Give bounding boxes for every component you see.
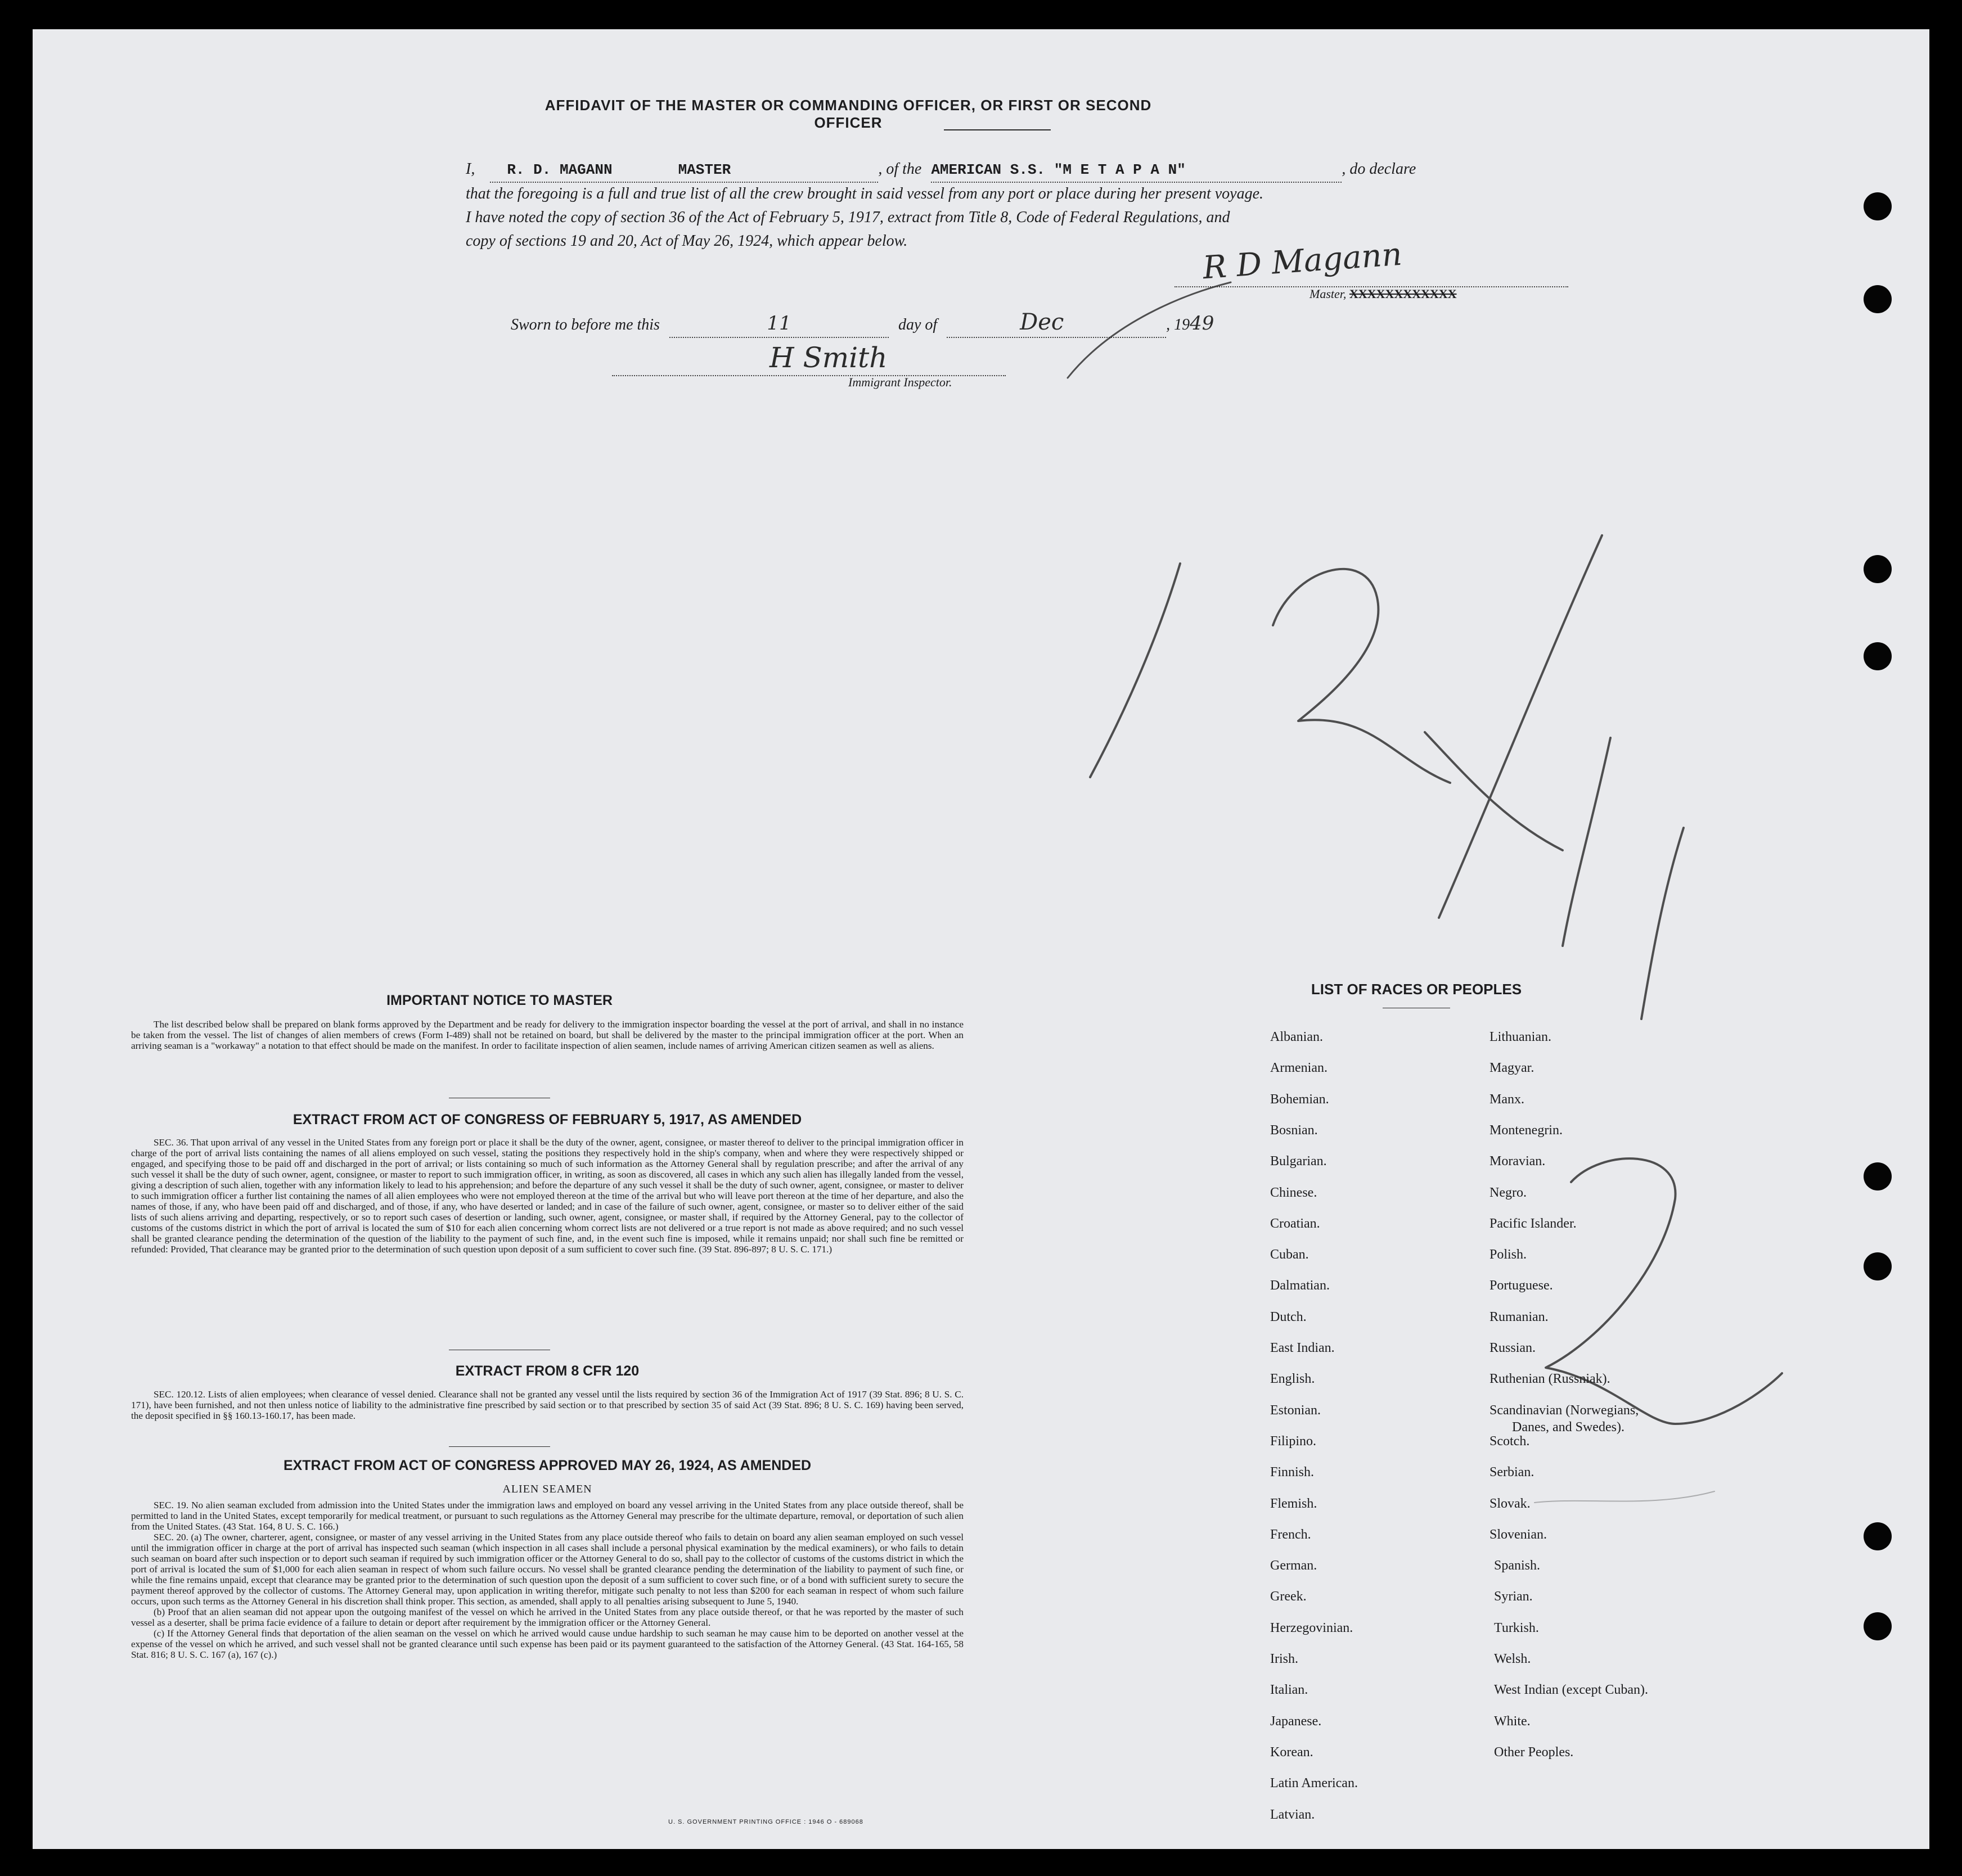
extract-1917-heading: EXTRACT FROM ACT OF CONGRESS OF FEBRUARY 5, 1917, AS AMENDED <box>292 1112 802 1128</box>
signer-label: Master, XXXXXXXXXXXX <box>1310 287 1457 301</box>
inspector-label: Immigrant Inspector. <box>848 375 952 389</box>
race-item: Bohemian. <box>1270 1092 1329 1107</box>
sworn-day: 11 <box>767 312 791 335</box>
race-item: White. <box>1494 1713 1531 1729</box>
race-item: Cuban. <box>1270 1247 1309 1262</box>
race-item: Magyar. <box>1490 1061 1534 1076</box>
race-item: Albanian. <box>1270 1030 1323 1044</box>
affidavit-line-2: that the foregoing is a full and true list of all the crew brought in said vessel from any port or place during her present voyage. <box>466 185 1264 202</box>
race-item: Croatian. <box>1270 1216 1320 1231</box>
master-name: R. D. MAGANN <box>507 161 613 178</box>
extract-cfr-heading: EXTRACT FROM 8 CFR 120 <box>455 1363 640 1379</box>
race-item: Montenegrin. <box>1490 1122 1563 1138</box>
affidavit-line-4: copy of sections 19 and 20, Act of May 26, 1924, which appear below. <box>466 232 908 250</box>
race-item: Moravian. <box>1490 1154 1546 1169</box>
affidavit-line-3: I have noted the copy of section 36 of the Act of February 5, 1917, extract from Title 8, Code of Federal Regulations, and <box>466 209 1230 226</box>
race-item: Japanese. <box>1270 1713 1322 1729</box>
race-item: Welsh. <box>1494 1652 1531 1666</box>
race-item: Finnish. <box>1270 1465 1315 1480</box>
race-item: Korean. <box>1270 1744 1313 1760</box>
affidavit-title: AFFIDAVIT OF THE MASTER OR COMMANDING OFFICER, OR FIRST OR SECOND OFFICER <box>544 97 1152 131</box>
do-declare-label: , do declare <box>1342 160 1416 178</box>
notice-heading: IMPORTANT NOTICE TO MASTER <box>386 993 613 1008</box>
race-item: German. <box>1270 1558 1317 1573</box>
race-item: Bulgarian. <box>1270 1154 1327 1169</box>
race-item: Slovenian. <box>1490 1527 1547 1542</box>
race-item: Ruthenian (Russniak). <box>1490 1372 1610 1387</box>
extract-1924-p3: (b) Proof that an alien seaman did not appear upon the outgoing manifest of the vessel on which he arrived in the United States from any place outside thereof, or that he was reported by the master of such vessel as a deserter, shall be prima facie evidence of a failure to detain or deport after requirement by the immigration officer or the Attorney General. <box>131 1607 964 1628</box>
races-heading: LIST OF RACES OR PEOPLES <box>1311 981 1522 998</box>
race-item: Armenian. <box>1270 1061 1328 1076</box>
extract-1924-p1: SEC. 19. No alien seaman excluded from admission into the United States under the immigration laws and employed on board any vessel arriving in the United States from any place outside thereof, shall be permitted to land in the United States, except temporarily for medical treatment, or pursuant to such regulations as the Attorney General may prescribe for the ultimate departure, removal, or deportation of such alien from the United States. (43 Stat. 164, 8 U. S. C. 166.) <box>131 1500 964 1532</box>
race-item: Turkish. <box>1494 1620 1539 1635</box>
race-item: Manx. <box>1490 1092 1524 1107</box>
race-item: Dutch. <box>1270 1309 1307 1324</box>
sworn-year: 49 <box>1190 312 1214 335</box>
race-item: Filipino. <box>1270 1433 1317 1449</box>
pronoun: I, <box>466 160 475 178</box>
race-item: English. <box>1270 1372 1315 1387</box>
race-item: Syrian. <box>1494 1589 1533 1604</box>
race-item: Serbian. <box>1490 1465 1534 1480</box>
handwriting-overlay <box>33 29 1929 1849</box>
race-item: Scandinavian (Norwegians, <box>1490 1403 1639 1418</box>
race-item: Polish. <box>1490 1247 1527 1262</box>
race-item: Latin American. <box>1270 1776 1358 1791</box>
extract-1924-subheading: ALIEN SEAMEN <box>502 1483 592 1495</box>
year-prefix: , 19 <box>1166 316 1190 333</box>
race-item: Herzegovinian. <box>1270 1620 1353 1635</box>
race-item: Chinese. <box>1270 1185 1317 1200</box>
extract-1924-heading: EXTRACT FROM ACT OF CONGRESS APPROVED MAY 26, 1924, AS AMENDED <box>283 1458 812 1473</box>
race-item: Latvian. <box>1270 1807 1315 1822</box>
race-item: Other Peoples. <box>1494 1744 1574 1760</box>
race-item: Portuguese. <box>1490 1278 1553 1293</box>
race-item: Italian. <box>1270 1683 1308 1698</box>
race-item: Estonian. <box>1270 1403 1321 1418</box>
day-of-label: day of <box>898 316 938 333</box>
race-item: Flemish. <box>1270 1496 1317 1511</box>
race-item: Irish. <box>1270 1652 1298 1666</box>
race-item: Dalmatian. <box>1270 1278 1330 1293</box>
race-item: French. <box>1270 1527 1311 1542</box>
extract-1924-p4: (c) If the Attorney General finds that deportation of the alien seaman on the vessel on which he arrived would cause undue hardship to such seaman he may cause him to be deported on another vessel at the expense of the vessel on which he arrived, and such vessel shall not be granted clearance until such expense has been paid or its payment guaranteed to the satisfaction of the Attorney General. (43 Stat. 164-165, 58 Stat. 816; 8 U. S. C. 167 (a), 167 (c).) <box>131 1628 964 1660</box>
race-item: East Indian. <box>1270 1341 1335 1355</box>
vessel-name: AMERICAN S.S. "M E T A P A N" <box>931 161 1186 178</box>
of-the-label: , of the <box>878 160 922 178</box>
race-item: Slovak. <box>1490 1496 1531 1511</box>
race-item: Spanish. <box>1494 1558 1541 1573</box>
race-item: Rumanian. <box>1490 1309 1549 1324</box>
race-item: West Indian (except Cuban). <box>1494 1683 1648 1698</box>
master-rank: MASTER <box>678 161 731 178</box>
printing-office-footer: U. S. GOVERNMENT PRINTING OFFICE : 1946 O - 689068 <box>668 1819 863 1825</box>
race-item: Lithuanian. <box>1490 1030 1551 1044</box>
inspector-signature: H Smith <box>770 341 888 374</box>
document-page <box>33 29 1929 1849</box>
race-item: Danes, and Swedes). <box>1512 1419 1624 1435</box>
race-item: Negro. <box>1490 1185 1527 1200</box>
master-signature: R D Magann <box>1202 236 1403 287</box>
sworn-label: Sworn to before me this <box>511 316 660 333</box>
extract-cfr-paragraph: SEC. 120.12. Lists of alien employees; when clearance of vessel denied. Clearance shall not be granted any vessel until the lists required by section 36 of the Immigration Act of 1917 (39 Stat. 896; 8 U. S. C. 171), have been furnished, and not then unless notice of liability to the administrative fine prescribed by said section or to that prescribed by section 35 of said Act (39 Stat. 896; 8 U. S. C. 169) having been served, the deposit specified in §§ 160.13-160.17, has been made. <box>131 1389 964 1421</box>
sworn-month: Dec <box>1020 309 1064 335</box>
race-item: Russian. <box>1490 1341 1536 1355</box>
race-item: Greek. <box>1270 1589 1307 1604</box>
extract-1924-p2: SEC. 20. (a) The owner, charterer, agent, consignee, or master of any vessel arriving in the United States from any place outside thereof who fails to detain on board any alien seaman employed on such vessel until the immigration officer in charge at the port of arrival has inspected such seaman (which inspection in all cases shall include a personal physical examination by the medical examiners), or who fails to detain such seaman on board after such inspection or to deport such seaman if required by such immigration officer or the Attorney General to do so, shall pay to the collector of customs of the customs district in which the port of arrival is located the sum of $1,000 for each alien seaman in respect of whom such failure occurs. No vessel shall be granted clearance pending the determination of the liability to payment of such fine, or while the fine remains unpaid, except that clearance may be granted prior to the determination of such question upon the deposit of a sum sufficient to cover such fine, or of a bond with sufficient surety to secure the payment thereof approved by the collector of customs. The Attorney General may, upon application in writing therefor, mitigate such penalty to not less than $200 for each seaman in respect of whom such failure occurs, upon such terms as the Attorney General in his discretion shall think proper. This section, as amended, shall apply to all penalties arising subsequent to June 5, 1940. <box>131 1532 964 1607</box>
extract-1917-paragraph: SEC. 36. That upon arrival of any vessel in the United States from any foreign port or place it shall be the duty of the owner, agent, consignee, or master thereof to deliver to the principal immigration officer in charge of the port of arrival lists containing the names of all aliens employed on such vessel, stating the positions they respectively hold in the ship's company, when and where they were respectively shipped or engaged, and specifying those to be paid off and discharged in the port of arrival; or lists containing so much of such information as the Attorney General shall by regulation prescribe; and after the arrival of any such vessel it shall be the duty of such owner, agent, consignee, or master to report to such immigration officer, in writing, as soon as discovered, all cases in which any such alien has illegally landed from the vessel, giving a description of such alien, together with any information likely to lead to his apprehension; and before the departure of any such vessel it shall be the duty of such owner, agent, consignee, or master to deliver to such immigration officer a further list containing the names of all alien employees who were not employed thereon at the time of the arrival but who will leave port thereon at the time of her departure, and also the names of those, if any, who have been paid off and discharged, and of those, if any, who have deserted or landed; and in case of the failure of such owner, agent, consignee, or master so to deliver either of the said lists of such aliens arriving and departing, respectively, or so to report such cases of desertion or landing, such owner, agent, consignee, or master shall, if required by the Attorney General, pay to the collector of customs of the customs district in which the port of arrival is located the sum of $10 for each alien concerning whom correct lists are not delivered or a true report is not made as above required; and no such vessel shall be granted clearance pending the determination of the question of the liability to the payment of such fine, and, in the event such fine is imposed, while it remains unpaid; nor shall such fine be remitted or refunded: Provided, That clearance may be granted prior to the determination of such question upon deposit of a sum sufficient to cover such fine. (39 Stat. 896-897; 8 U. S. C. 171.) <box>131 1137 964 1255</box>
notice-paragraph: The list described below shall be prepared on blank forms approved by the Department and be ready for delivery to the immigration inspector boarding the vessel at the port of arrival, and shall in no instance be taken from the vessel. The list of changes of alien members of crews (Form I-489) shall not be retained on board, but shall be delivered by the master to the principal immigration officer at the port. When an arriving seaman is a "workaway" a notation to that effect should be made on the manifest. In order to facilitate inspection of alien seamen, include names of arriving American citizen seamen as well as aliens. <box>131 1019 964 1051</box>
race-item: Scotch. <box>1490 1433 1530 1449</box>
race-item: Bosnian. <box>1270 1122 1318 1138</box>
race-item: Pacific Islander. <box>1490 1216 1577 1231</box>
